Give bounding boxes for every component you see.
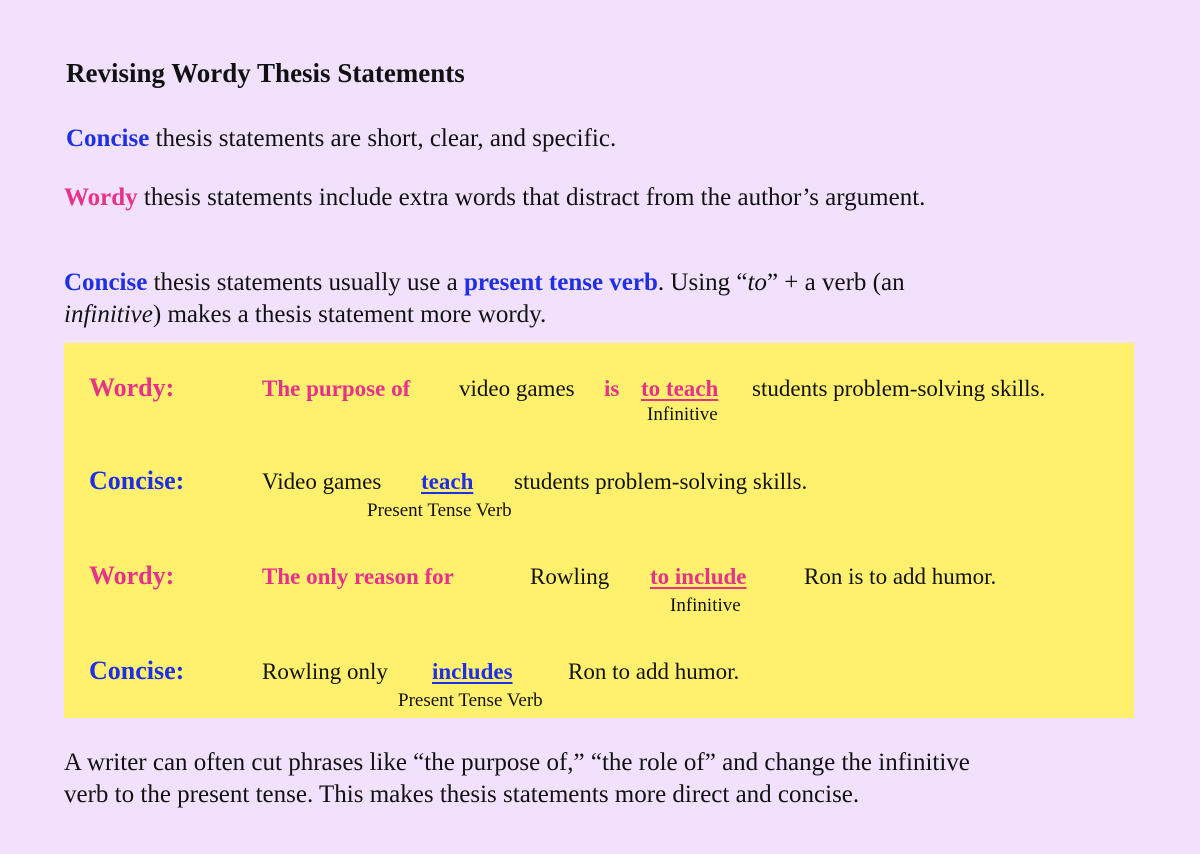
page-title: Revising Wordy Thesis Statements xyxy=(66,58,465,88)
wordy-definition xyxy=(64,182,925,214)
rule-text-4: ) makes a thesis statement more wordy. xyxy=(152,301,547,328)
example-rest: students problem-solving skills. xyxy=(514,469,808,494)
wordy-definition-text: thesis statements include extra words that distract from the author’s argument. xyxy=(143,184,926,211)
wordy-phrase: The purpose of xyxy=(262,376,411,401)
conclusion-paragraph xyxy=(64,747,970,811)
verb-note: Infinitive xyxy=(647,404,718,425)
rule-to: to xyxy=(747,269,767,296)
example-subject: Rowling only xyxy=(262,659,388,684)
infinitive-verb: to teach xyxy=(641,376,719,401)
example-label: Concise: xyxy=(89,466,185,495)
rule-term: Concise xyxy=(64,269,148,296)
example-label: Wordy: xyxy=(89,373,175,402)
verb-note: Present Tense Verb xyxy=(367,500,512,521)
rule-text-3: ” + a verb (an xyxy=(766,269,905,296)
rule-infinitive: infinitive xyxy=(64,301,153,328)
wordy-phrase: The only reason for xyxy=(262,564,454,589)
conclusion-line-1: A writer can often cut phrases like “the purpose of,” “the role of” and change the infinitive xyxy=(64,749,970,776)
present-tense-verb: includes xyxy=(432,659,513,684)
example-rest: Ron to add humor. xyxy=(568,659,740,684)
rule-text-2: . Using “ xyxy=(657,269,748,296)
concise-definition xyxy=(66,123,616,155)
example-rest: Ron is to add humor. xyxy=(804,564,997,589)
present-tense-verb: teach xyxy=(421,469,474,494)
example-rest: students problem-solving skills. xyxy=(752,376,1046,401)
infinitive-verb: to include xyxy=(650,564,747,589)
verb-note: Infinitive xyxy=(670,595,741,616)
conclusion-line-2: verb to the present tense. This makes thesis statements more direct and concise. xyxy=(64,781,860,808)
examples-box xyxy=(64,343,1134,718)
example-label: Concise: xyxy=(89,656,185,685)
example-subject: video games xyxy=(459,376,575,401)
example-subject: Video games xyxy=(262,469,382,494)
example-label: Wordy: xyxy=(89,561,175,590)
concise-term: Concise xyxy=(66,125,150,152)
wordy-term: Wordy xyxy=(64,184,138,211)
wordy-is: is xyxy=(604,376,620,401)
rule-highlight: present tense verb xyxy=(463,269,658,296)
rule-text-1: thesis statements usually use a xyxy=(153,269,458,296)
rule-line-1 xyxy=(64,267,905,299)
rule-line-2 xyxy=(64,299,905,331)
example-subject: Rowling xyxy=(530,564,610,589)
rule-paragraph xyxy=(64,267,905,331)
concise-definition-text: thesis statements are short, clear, and specific. xyxy=(155,125,617,152)
verb-note: Present Tense Verb xyxy=(398,690,543,711)
